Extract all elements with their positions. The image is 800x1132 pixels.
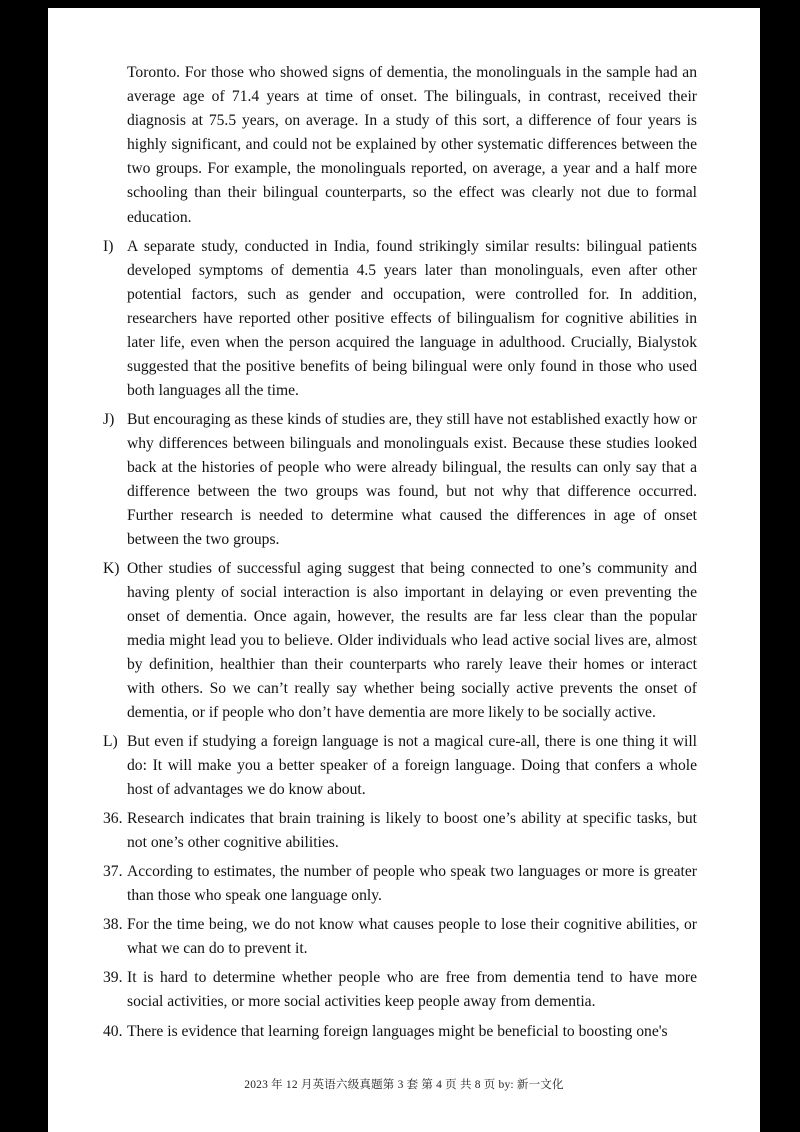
paragraph-j: [103, 408, 697, 553]
paragraph-text: Toronto. For those who showed signs of dementia, the monolinguals in the sample had an average age of 71.4 years at time of onset. The bilinguals, in contrast, received their diagnosis at 75.5 years, on average. In a study of this sort, a difference of four years is highly significant, and could not be explained by other systematic differences between the two groups. For example, the monolinguals reported, on average, a year and a half more schooling than their bilingual counterparts, so the effect was clearly not due to formal education.: [127, 64, 697, 226]
page-content: [103, 61, 697, 1049]
paragraph-k: [103, 557, 697, 726]
question-40: [103, 1020, 697, 1044]
question-text: According to estimates, the number of people who speak two languages or more is greater than those who speak one language only.: [127, 863, 697, 905]
paragraph-text: But encouraging as these kinds of studies are, they still have not established exactly how or why differences between bilinguals and monolinguals exist. Because these studies looked back at the histories of people who were already bilingual, the results can only say that a difference between the two groups was found, but not why that difference occurred. Further research is needed to determine what caused the differences in age of onset between the two groups.: [127, 410, 697, 549]
paragraph-i: [103, 235, 697, 404]
paragraph-text: Other studies of successful aging suggest that being connected to one’s community and having plenty of social interaction is also important in delaying or even preventing the onset of dementia. Once again, however, the results are far less clear than the popular media might lead you to believe. Older individuals who lead active social lives are, almost by definition, healthier than their counterparts who rarely leave their homes or interact with others. So we can’t really say whether being socially active prevents the onset of dementia, or if people who don’t have dementia are more likely to be socially active.: [127, 559, 697, 722]
paragraph-label: L): [103, 733, 118, 751]
page-footer: 2023 年 12 月英语六级真题第 3 套 第 4 页 共 8 页 by: 新一文化: [244, 1079, 564, 1091]
question-38: [103, 913, 697, 961]
paragraph-text: A separate study, conducted in India, found strikingly similar results: bilingual patients developed symptoms of dementia 4.5 years later than monolinguals, even after other potential factors, such as gender and occupation, were controlled for. In addition, researchers have reported other positive effects of bilingualism for cognitive abilities in later life, even when the person acquired the language in adulthood. Crucially, Bialystok suggested that the positive benefits of being bilingual were only found in those who used both languages all the time.: [127, 237, 697, 400]
document-page: [48, 8, 760, 1132]
question-number: 38.: [103, 916, 123, 934]
paragraph-label: I): [103, 237, 114, 255]
paragraph-text: But even if studying a foreign language is not a magical cure-all, there is one thing it will do: It will make you a better speaker of a foreign language. Doing that confers a whole host of advantages we do know about.: [127, 733, 697, 799]
paragraph-continuation: [103, 61, 697, 230]
question-39: [103, 966, 697, 1014]
question-text: Research indicates that brain training is likely to boost one’s ability at specific tasks, but not one’s other cognitive abilities.: [127, 809, 697, 851]
paragraph-label: J): [103, 410, 115, 428]
question-36: [103, 807, 697, 855]
question-number: 39.: [103, 969, 123, 987]
paragraph-l: [103, 730, 697, 802]
question-text: It is hard to determine whether people who are free from dementia tend to have more social activities, or more social activities keep people away from dementia.: [127, 969, 697, 1011]
question-37: [103, 860, 697, 908]
question-text: There is evidence that learning foreign languages might be beneficial to boosting one's: [127, 1022, 668, 1040]
question-text: For the time being, we do not know what causes people to lose their cognitive abilities, or what we can do to prevent it.: [127, 916, 697, 958]
question-number: 36.: [103, 809, 123, 827]
paragraph-label: K): [103, 559, 120, 577]
question-number: 37.: [103, 863, 123, 880]
question-number: 40.: [103, 1022, 123, 1040]
